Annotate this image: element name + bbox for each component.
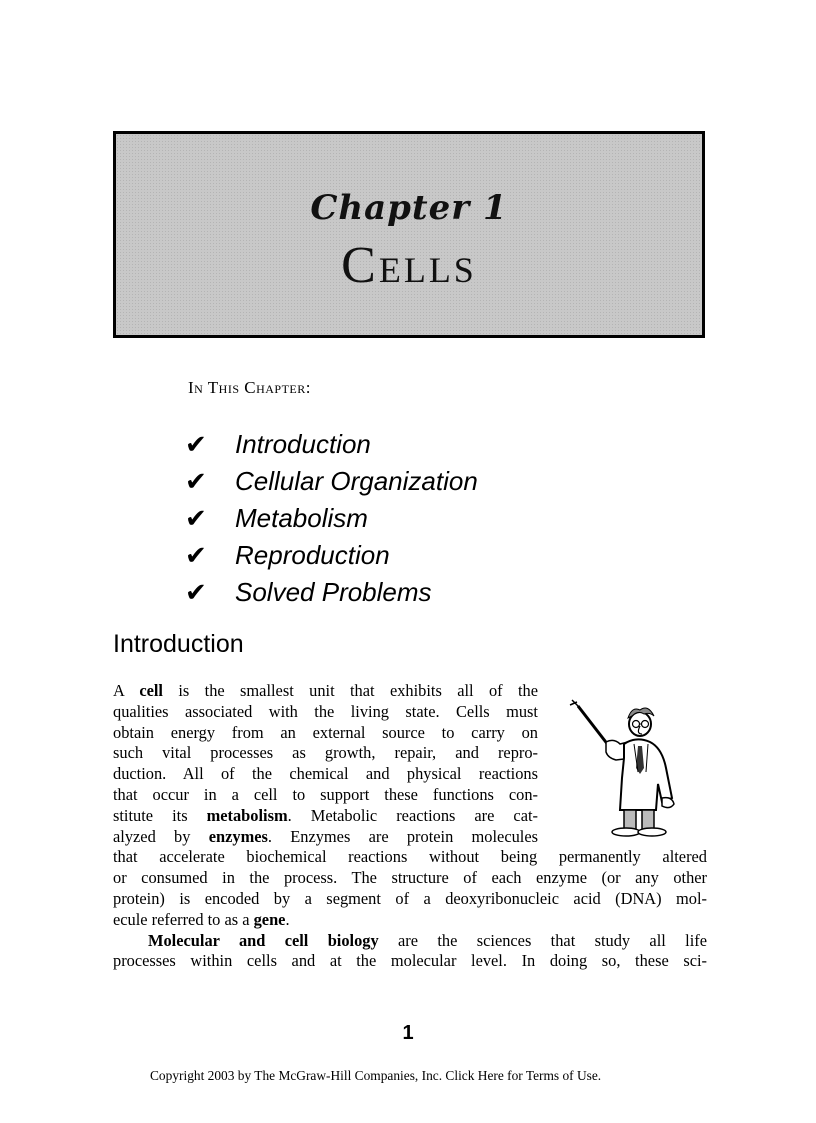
chapter-title: Cells <box>341 237 477 294</box>
term-molecular-cell-biology: Molecular and cell biology <box>148 930 379 950</box>
text-line: or consumed in the process. The structure of each enzyme (or any other <box>113 868 707 888</box>
toc-item-cellular-organization <box>185 463 478 500</box>
text-line: stitute its metabolism. Metabolic reactions are cat- <box>113 805 538 825</box>
text-line: duction. All of the chemical and physical reactions <box>113 764 538 784</box>
chapter-label: Chapter 1 <box>310 188 508 228</box>
term-metabolism: metabolism <box>206 805 288 825</box>
section-heading-introduction: Introduction <box>113 630 244 658</box>
text-line: such vital processes as growth, repair, and repro- <box>113 743 538 763</box>
text-line: A cell is the smallest unit that exhibits all of the <box>113 681 539 700</box>
text-line: protein) is encoded by a segment of a deoxyribonucleic acid (DNA) mol- <box>113 888 707 908</box>
text-line: obtain energy from an external source to carry on <box>113 722 538 742</box>
term-enzymes: enzymes <box>208 826 268 846</box>
text-line: Molecular and cell biology are the sciences that study all life <box>148 930 707 950</box>
toc-item-label: Introduction <box>235 429 371 459</box>
toc-item-label: Cellular Organization <box>235 466 478 496</box>
page-number: 1 <box>402 1022 414 1044</box>
toc-item-reproduction <box>185 537 478 574</box>
checkmark-icon: ✔ <box>185 540 207 571</box>
toc-item-label: Solved Problems <box>235 577 432 607</box>
text-line: alyzed by enzymes. Enzymes are protein molecules <box>113 826 538 846</box>
toc-item-label: Reproduction <box>235 540 390 570</box>
term-cell: cell <box>139 681 163 700</box>
chapter-contents-list <box>185 426 478 611</box>
in-this-chapter-heading: In This Chapter: <box>188 378 311 397</box>
term-gene: gene <box>253 909 286 929</box>
chapter-header-box <box>113 131 705 338</box>
checkmark-icon: ✔ <box>185 466 207 497</box>
checkmark-icon: ✔ <box>185 577 207 608</box>
text-line: that accelerate biochemical reactions without being permanently altered <box>113 847 707 867</box>
text-line: ecule referred to as a gene. <box>113 909 290 929</box>
toc-item-introduction <box>185 426 478 463</box>
toc-item-metabolism <box>185 500 478 537</box>
text-line: processes within cells and at the molecular level. In doing so, these sci- <box>113 951 707 971</box>
toc-item-label: Metabolism <box>235 503 368 533</box>
copyright-notice: Copyright 2003 by The McGraw-Hill Companies, Inc. Click Here for Terms of Use. <box>150 1068 602 1083</box>
professor-pointing-icon <box>558 698 683 838</box>
checkmark-icon: ✔ <box>185 503 207 534</box>
checkmark-icon: ✔ <box>185 429 207 460</box>
toc-item-solved-problems <box>185 574 478 611</box>
text-line: that occur in a cell to support these functions con- <box>113 784 538 804</box>
text-line: qualities associated with the living state. Cells must <box>113 701 538 721</box>
